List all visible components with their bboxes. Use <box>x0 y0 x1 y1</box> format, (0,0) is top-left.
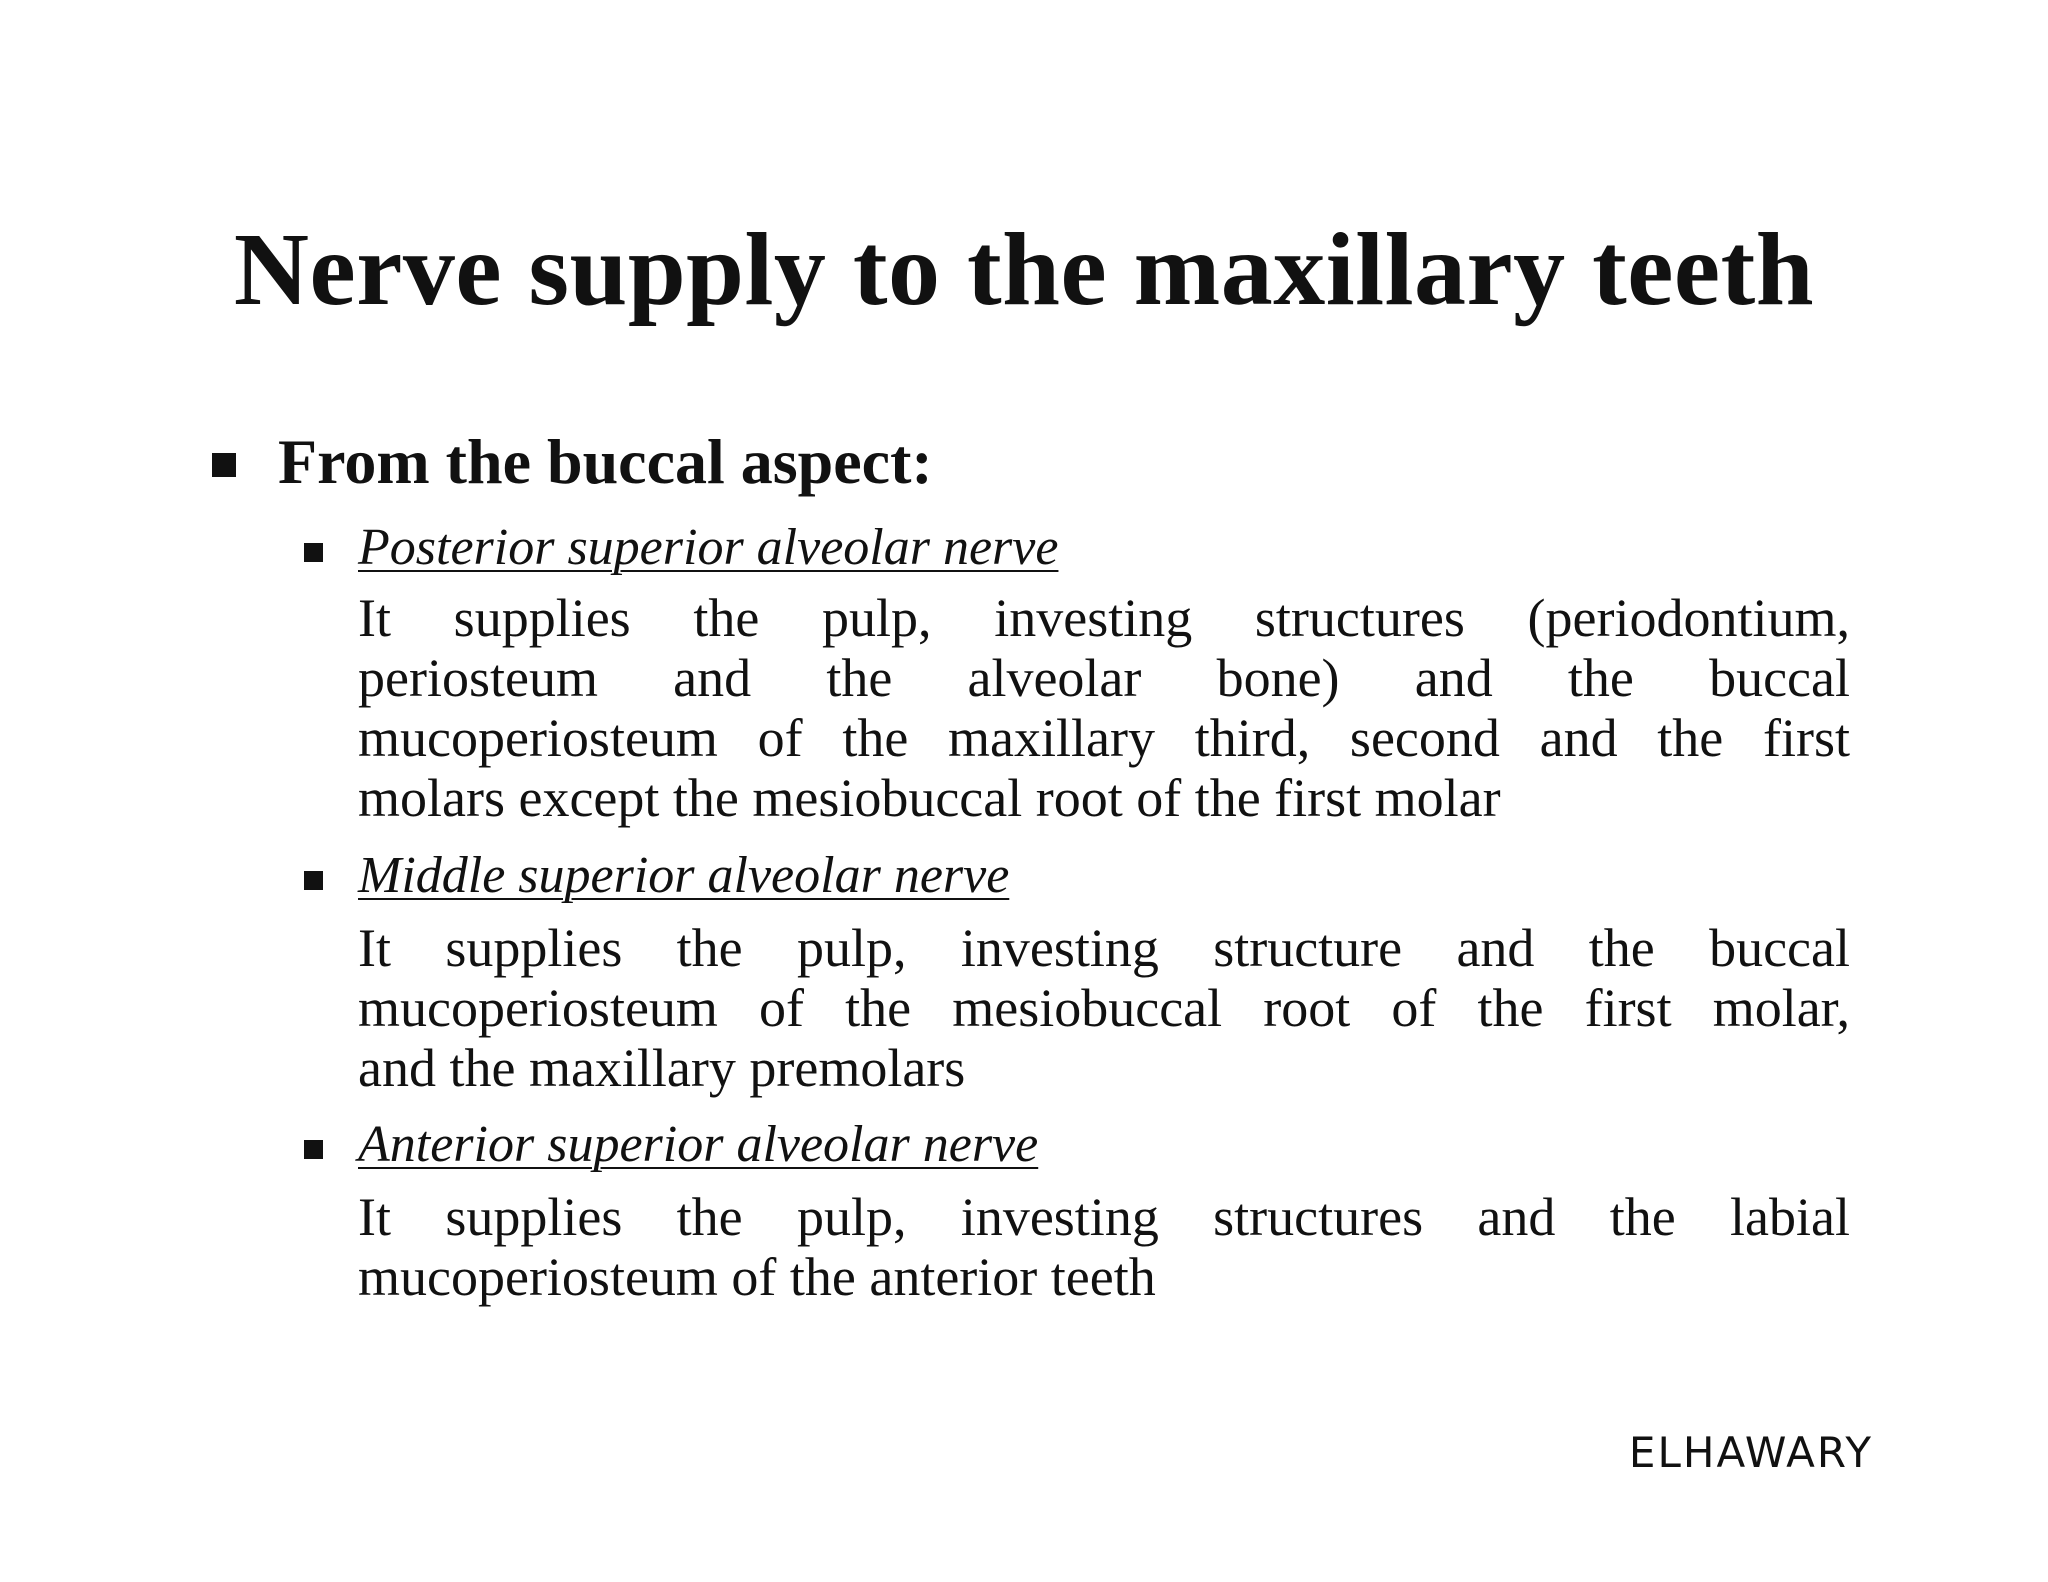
description-line: and the maxillary premolars <box>358 1038 966 1098</box>
square-bullet-icon <box>304 871 323 890</box>
author-signature: ELHAWARY <box>1628 1428 1873 1477</box>
nerve-heading-middle: Middle superior alveolar nerve <box>358 847 1010 904</box>
nerve-description-posterior <box>358 588 1850 828</box>
description-line: mucoperiosteum of the maxillary third, second and the first <box>358 708 1850 768</box>
description-line: It supplies the pulp, investing structures (periodontium, <box>358 588 1850 648</box>
nerve-description-anterior <box>358 1187 1850 1307</box>
nerve-heading-anterior: Anterior superior alveolar nerve <box>358 1116 1039 1173</box>
square-bullet-icon <box>212 453 236 477</box>
description-line: periosteum and the alveolar bone) and the buccal <box>358 648 1850 708</box>
nerve-description-middle <box>358 918 1850 1098</box>
description-line: It supplies the pulp, investing structures and the labial <box>358 1187 1850 1247</box>
section-heading: From the buccal aspect: <box>278 426 933 497</box>
description-line: mucoperiosteum of the mesiobuccal root of the first molar, <box>358 978 1850 1038</box>
description-line: mucoperiosteum of the anterior teeth <box>358 1247 1156 1307</box>
square-bullet-icon <box>304 543 323 562</box>
square-bullet-icon <box>304 1140 323 1159</box>
description-line: It supplies the pulp, investing structure and the buccal <box>358 918 1850 978</box>
slide-title: Nerve supply to the maxillary teeth <box>233 212 1815 327</box>
nerve-heading-posterior: Posterior superior alveolar nerve <box>358 519 1059 576</box>
description-line: molars except the mesiobuccal root of the first molar <box>358 768 1501 828</box>
